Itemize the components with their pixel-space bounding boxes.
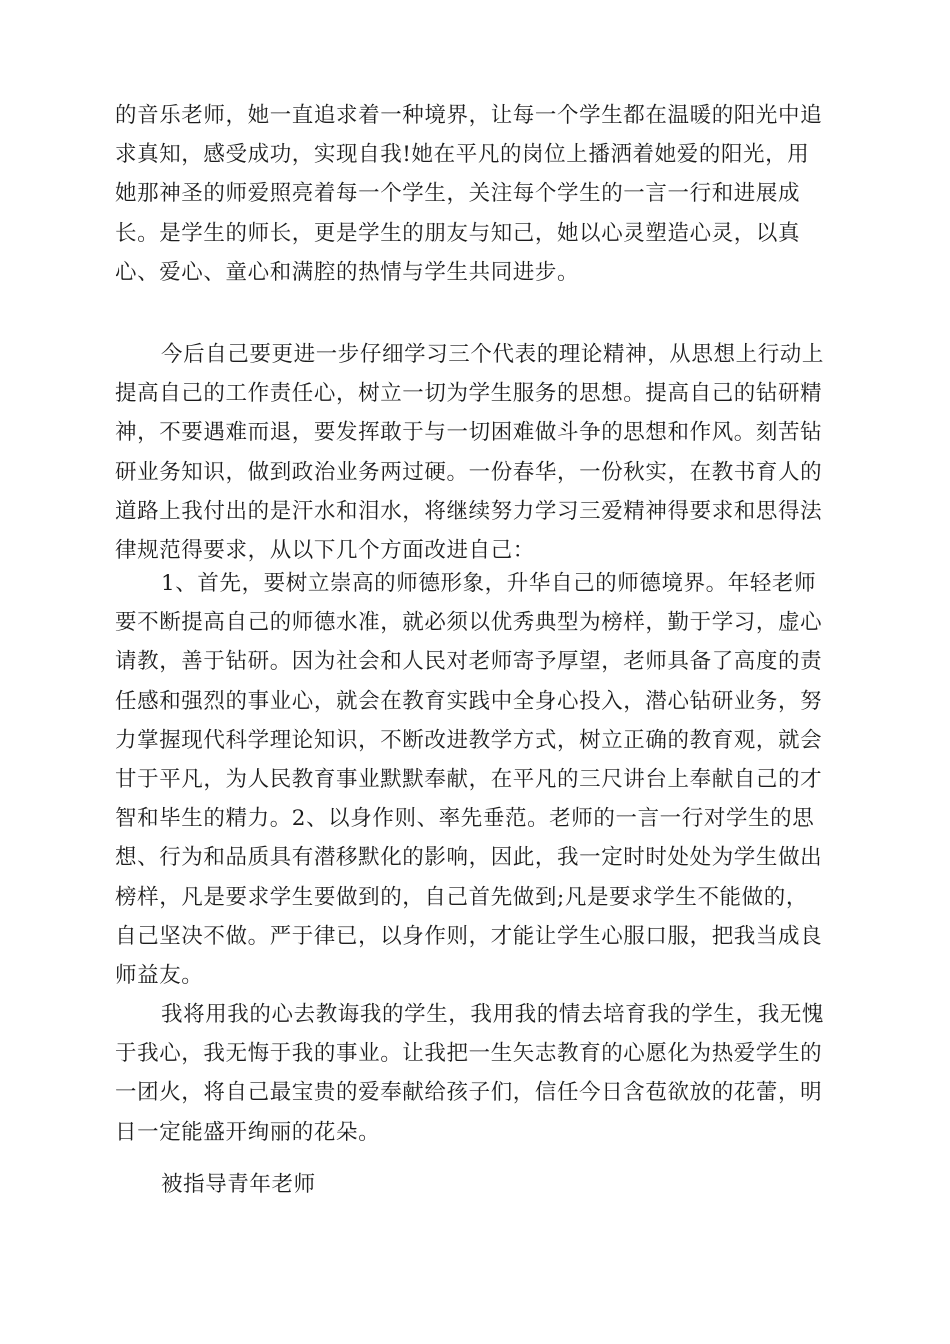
signature-text: 被指导青年老师 [161, 1172, 316, 1197]
text-line: 律规范得要求，从以下几个方面改进自己： [115, 538, 535, 564]
text-line: 于我心，我无悔于我的事业。让我把一生矢志教育的心愿化为热爱学生的 [115, 1041, 823, 1067]
paragraph-4 [115, 995, 840, 1152]
text-line: 自己坚决不做。严于律已，以身作则，才能让学生心服口服，把我当成良 [115, 923, 823, 949]
text-line: 提高自己的工作责任心，树立一切为学生服务的思想。提高自己的钻研精 [115, 381, 823, 407]
text-line: 想、行为和品质具有潜移默化的影响，因此，我一定时时处处为学生做出 [115, 845, 823, 871]
text-line: 求真知，感受成功，实现自我!她在平凡的岗位上播洒着她爱的阳光，用 [115, 142, 810, 168]
text-line: 甘于平凡，为人民教育事业默默奉献，在平凡的三尺讲台上奉献自己的才 [115, 767, 823, 793]
text-line: 研业务知识，做到政治业务两过硬。一份春华，一份秋实，在教书育人的 [115, 459, 823, 485]
text-line: 榜样，凡是要求学生要做到的，自己首先做到;凡是要求学生不能做的， [115, 884, 808, 910]
paragraph-2 [115, 335, 840, 570]
text-line: 任感和强烈的事业心，就会在教育实践中全身心投入，潜心钻研业务，努 [115, 688, 823, 714]
text-line: 请教，善于钻研。因为社会和人民对老师寄予厚望，老师具备了高度的责 [115, 649, 823, 675]
text-line: 力掌握现代科学理论知识，不断改进教学方式，树立正确的教育观，就会 [115, 727, 823, 753]
text-line: 一团火，将自己最宝贵的爱奉献给孩子们，信任今日含苞欲放的花蕾，明 [115, 1080, 823, 1106]
text-line: 要不断提高自己的师德水准，就必须以优秀典型为榜样，勤于学习，虚心 [115, 610, 823, 636]
text-line: 的音乐老师，她一直追求着一种境界，让每一个学生都在温暖的阳光中追 [115, 103, 823, 128]
text-line: 1、首先，要树立崇高的师德形象，升华自己的师德境界。年轻老师 [161, 571, 817, 596]
paragraph-1 [115, 96, 840, 292]
text-line: 心、爱心、童心和满腔的热情与学生共同进步。 [115, 259, 580, 285]
paragraph-5 [115, 1165, 840, 1204]
text-line: 日一定能盛开绚丽的花朵。 [115, 1119, 381, 1145]
paragraph-3 [115, 564, 840, 995]
text-line: 长。是学生的师长，更是学生的朋友与知己，她以心灵塑造心灵，以真 [115, 220, 801, 246]
text-line: 她那神圣的师爱照亮着每一个学生，关注每个学生的一言一行和进展成 [115, 181, 801, 207]
text-line: 师益友。 [115, 963, 204, 989]
text-line: 智和毕生的精力。2、以身作则、率先垂范。老师的一言一行对学生的思 [115, 806, 815, 832]
text-line: 今后自己要更进一步仔细学习三个代表的理论精神，从思想上行动上 [161, 342, 825, 367]
text-line: 道路上我付出的是汗水和泪水，将继续努力学习三爱精神得要求和思得法 [115, 498, 823, 524]
text-line: 我将用我的心去教诲我的学生，我用我的情去培育我的学生，我无愧 [161, 1002, 825, 1027]
text-line: 神，不要遇难而退，要发挥敢于与一切困难做斗争的思想和作风。刻苦钻 [115, 420, 823, 446]
